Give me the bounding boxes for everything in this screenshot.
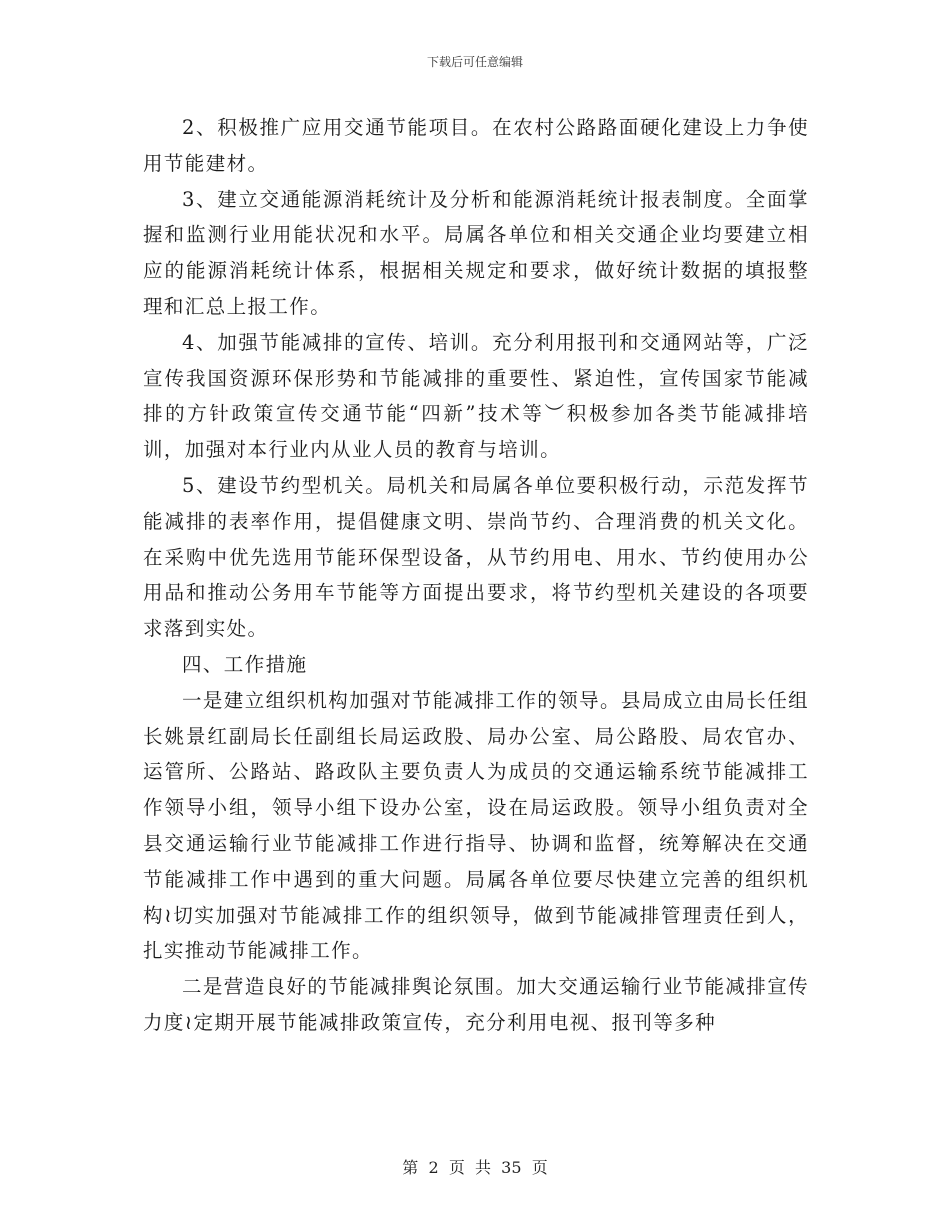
paragraph-measure-1: 一是建立组织机构加强对节能减排工作的领导。县局成立由局长任组长姚景红副局长任副组长局运政股、局办公室、局公路股、局农官办、运管所、公路站、路政队主要负责人为成员的交通运输系统节能减排工作领导小组，领导小组下设办公室，设在局运政股。领导小组负责对全县交通运输行业节能减排工作进行指导、协调和监督，统筹解决在交通节能减排工作中遇到的重大问题。局属各单位要尽快建立完善的组织机构≀切实加强对节能减排工作的组织领导，做到节能减排管理责任到人，扎实推动节能减排工作。 [143, 688, 810, 963]
paragraph-item-5: 5、建设节约型机关。局机关和局属各单位要积极行动，示范发挥节能减排的表率作用，提倡健康文明、崇尚节约、合理消费的机关文化。在采购中优先选用节能环保型设备，从节约用电、用水、节约使用办公用品和推动公务用车节能等方面提出要求，将节约型机关建设的各项要求落到实处。 [143, 473, 809, 641]
page-header: 下载后可任意编辑 [426, 55, 523, 69]
paragraph-item-4: 4、加强节能减排的宣传、培训。充分利用报刊和交通网站等，广泛宣传我国资源环保形势和节能减排的重要性、紧迫性，宣传国家节能减排的方针政策宣传交通节能“四新”技术等︶积极参加各类节能减排培训，加强对本行业内从业人员的教育与培训。 [143, 330, 809, 462]
paragraph-item-3: 3、建立交通能源消耗统计及分析和能源消耗统计报表制度。全面掌握和监测行业用能状况和水平。局属各单位和相关交通企业均要建立相应的能源消耗统计体系，根据相关规定和要求，做好统计数据的填报整理和汇总上报工作。 [143, 187, 809, 318]
paragraph-item-2: 2、积极推广应用交通节能项目。在农村公路路面硬化建设上力争使用节能建材。 [143, 116, 809, 175]
section-heading-measures: 四、工作措施 [182, 652, 308, 676]
page-footer: 第 2 页 共 35 页 [402, 1158, 548, 1177]
document-body [143, 110, 809, 1041]
paragraph-measure-2: 二是营造良好的节能减排舆论氛围。加大交通运输行业节能减排宣传力度≀定期开展节能减排政策宣传，充分利用电视、报刊等多种 [143, 975, 810, 1034]
